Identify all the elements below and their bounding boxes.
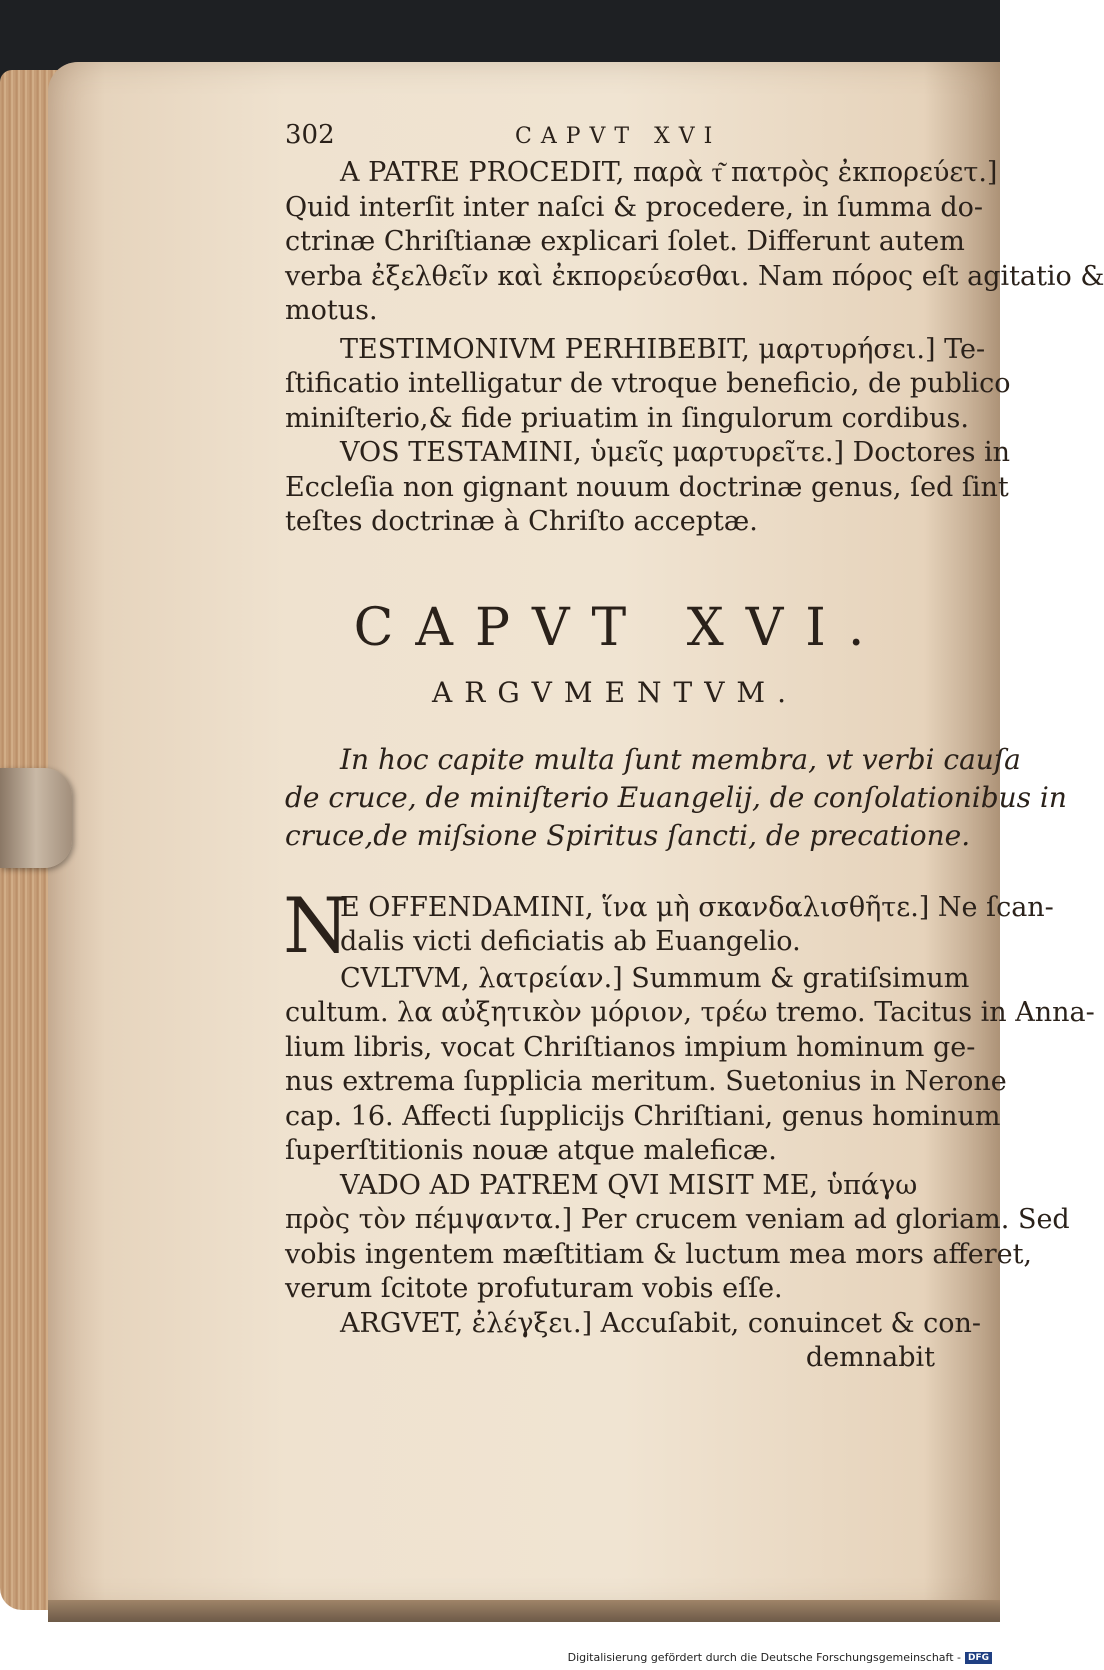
text-line: A PATRE PROCEDIT, παρὰ τ͂ πατρὸς ἐκπορεύετ.] xyxy=(340,157,998,188)
paragraph-vado-ad-patrem xyxy=(285,1169,1070,1307)
paragraph-arguet xyxy=(285,1307,982,1376)
text-line: vobis ingentem mæſtitiam & luctum mea mors afferet, xyxy=(285,1238,1033,1270)
footer-text: Digitalisierung gefördert durch die Deutsche Forschungsgemeinschaft - xyxy=(567,1651,961,1664)
text-line: miniſterio,& fide priuatim in ſingulorum cordibus. xyxy=(285,402,969,434)
page-text xyxy=(283,120,1104,1376)
catchword: demnabit xyxy=(805,1342,935,1373)
text-line: cruce,de miſsione Spiritus ſancti, de precatione. xyxy=(285,818,971,852)
text-line: Quid interſit inter naſci & procedere, in ſumma do- xyxy=(285,191,984,223)
text-line: ctrinæ Chriſtianæ explicari ſolet. Differunt autem xyxy=(285,226,965,257)
text-line: ſtificatio intelligatur de vtroque beneficio, de publico xyxy=(285,368,1011,399)
text-line: de cruce, de miniſterio Euangelij, de conſolationibus in xyxy=(285,780,1067,814)
text-line: In hoc capite multa ſunt membra, vt verbi cauſa xyxy=(340,742,1021,776)
text-line: E OFFENDAMINI, ἵνα μὴ σκανδαλισθῆτε.] Ne ſcan- xyxy=(340,891,1054,923)
text-line: Eccleſia non gignant nouum doctrinæ genus, ſed ſint xyxy=(285,471,1009,503)
paragraph-a-patre xyxy=(285,156,1104,329)
text-line: ſuperſtitionis nouæ atque maleficæ. xyxy=(285,1135,777,1166)
text-line: verba ἐξελθεῖν καὶ ἐκπορεύεσθαι. Nam πόρος eſt agitatio & xyxy=(285,260,1104,292)
argument-paragraph xyxy=(285,741,1067,855)
chapter-title: CAPVT XVI. xyxy=(353,597,887,658)
text-line: VADO AD PATREM QVI MISIT ME, ὑπάγω xyxy=(340,1169,918,1201)
text-line: motus. xyxy=(285,295,378,326)
paragraph-vos-testamini xyxy=(285,436,1011,540)
chapter-subtitle: ARGVMENTVM. xyxy=(432,675,798,709)
page-bottom-edge xyxy=(48,1600,1000,1622)
text-line: TESTIMONIVM PERHIBEBIT, μαρτυρήσει.] Te- xyxy=(340,333,986,365)
text-line: cap. 16. Affecti ſupplicijs Chriſtiani, genus hominum xyxy=(285,1100,1001,1132)
running-head xyxy=(285,120,975,150)
text-line: teſtes doctrinæ à Chriſto acceptæ. xyxy=(285,506,758,537)
text-line: CVLTVM, λατρείαν.] Summum & gratiſsimum xyxy=(340,962,970,994)
text-line: ARGVET, ἐλέγξει.] Accuſabit, conuincet & con- xyxy=(340,1307,982,1339)
drop-cap: N xyxy=(283,880,350,970)
book-clasp xyxy=(0,768,72,868)
running-head-title: CAPVT XVI xyxy=(515,124,722,149)
text-line: nus extrema ſupplicia meritum. Suetonius in Nerone xyxy=(285,1066,1007,1097)
text-line: cultum. λα αὐξητικὸν μόριον, τρέω tremo. Tacitus in Anna- xyxy=(285,997,1095,1028)
page-number: 302 xyxy=(285,120,335,150)
paragraph-cultum xyxy=(285,962,1095,1169)
dfg-logo: DFG xyxy=(965,1652,992,1664)
text-line: verum ſcitote profuturam vobis eſſe. xyxy=(285,1273,783,1304)
digitization-footer xyxy=(568,1651,992,1664)
text-line: πρὸς τὸν πέμψαντα.] Per crucem veniam ad gloriam. Sed xyxy=(285,1204,1070,1235)
paragraph-ne-offendamini xyxy=(283,880,1054,970)
paragraph-testimonium xyxy=(285,333,1011,437)
text-line: lium libris, vocat Chriſtianos impium hominum ge- xyxy=(285,1031,976,1063)
text-line: VOS TESTAMINI, ὑμεῖς μαρτυρεῖτε.] Doctores in xyxy=(340,437,1011,468)
text-line: dalis victi deficiatis ab Euangelio. xyxy=(340,926,801,957)
